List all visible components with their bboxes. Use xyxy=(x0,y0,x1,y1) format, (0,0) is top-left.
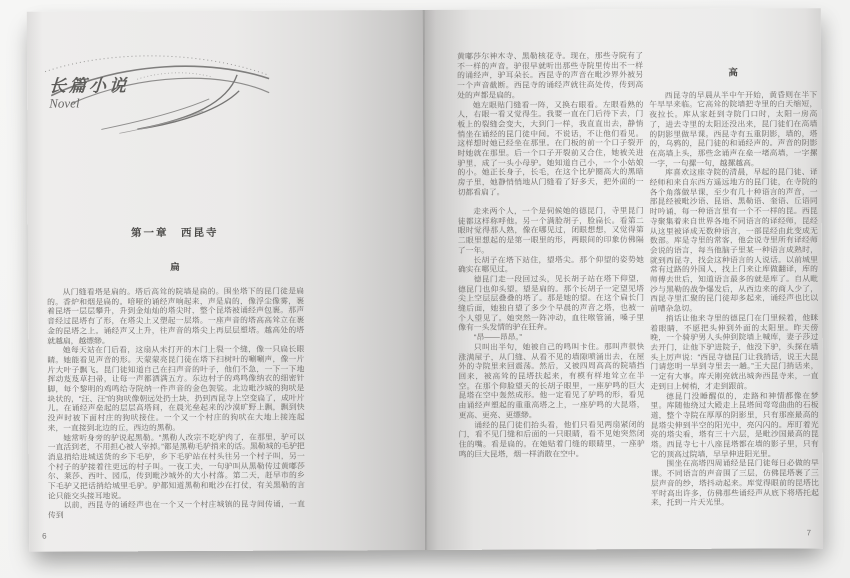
paragraph: 库喜欢这座寺院的清晨，早起的昆门徒、译经师和来自东西方遥远地方的昆门徒，在寺院的各个角落做早课，至少有几十种语言的声音，一部昆经被毗沙语、昆语、黑勒语、奎语、丘语同时吟诵，每一种语言里有一个不一样的昆。西昆寺聚集着来自世界各地不同语言的译经师，昆经从这里被译成无数种语言，一部昆经由此变成无数部。库是寺里的常客，他会说寺里所有译经师会说的语言，每当他脑子里某一种语言成熟时，就到西昆寺，找会这种语言的人说话。以前城里常有过路的外国人，找上门来让库做翻译，库的师傅去世后，知道语言最多的就是库了。自从毗沙与黑勒的战争爆发后，从西边来的商人少了，西昆寺里汇聚的昆门徒却多起来，诵经声也比以前嘈杂急切。 xyxy=(649,167,819,314)
masthead xyxy=(41,45,271,136)
paragraph: 她每天站在门后看，这扇从未打开的木门上裂一个缝，像一只扁长眼睛。她能看见声音的形。天蒙蒙亮昆门徒在塔下扫树叶的唰唰声，像一片片大叶子飘飞。昆门徒知道自己在扫声音的叶子，他们不急，一下一下地挥动芨芨草扫帚，让每一声都洒满五方。东边村子的鸡鸣像纳衣的细密针脚，每个黎明的鸡鸣给寺院纳一件声音的金色袈裟。北边毗沙城的狗吠是块状的，“汪、汪”的狗吠像朝远处扔土块，扔到西昆寺上空变扁了，成叶片儿。在诵经声垒起的层层高塔间，在晨光垒起来的沙漠旷野上飘，飘到快没声时被下面村庄的狗吠接住。一个又一个村庄的狗吠在大地上接连起来，一直接到北边的丘，西边的黑勒。 xyxy=(47,344,305,433)
paragraph: 西昆寺的早晨从半中午开始，黄昏则在半下午早早来临。它高耸的院墙把寺里的白天缩短，夜拉长。库从家赶到寺院门口时，太阳一房高了，进去寺里的太阳还没出来，昆门徒们在高墙的阴影里做早课。西昆寺有五重阴影，墙的，塔的，乌鸦的，昆门徒的和诵经声的。声音的阴影在高墙上头，那些念诵声在垒一堵高墙，一字摞一字，一句摞一句，越摞越高。 xyxy=(649,89,818,168)
paragraph: 长胡子在塔下站住，望塔尖。那个仰望的姿势她确实在哪见过。 xyxy=(457,254,644,275)
paragraph: 她常听身旁的驴说起黑勒。“黑勒人改宗不吃驴肉了，在那里，驴可以一直活到老，不用担心被人宰掉。”都是黑勒毛驴捎来的话。黑勒城的毛驴把消息捎给进城送货的乡下毛驴，乡下毛驴站在村头往另一个村子叫，另一个村子的驴接着往更远的村子叫。一夜工夫，一句驴叫从黑勒传过黄嘟莎尔、莱莎、西叶、园瓜，传到毗沙城外的大小村落。第二天，赶早市的乡下毛驴又把话捎给城里毛驴。驴都知道黑勒和毗沙在打仗，有关黑勒的言论只能交头接耳地说。 xyxy=(47,432,305,501)
chapter-title: 第一章 西昆寺 xyxy=(131,226,219,240)
page-number-right: 7 xyxy=(806,528,812,538)
paragraph: 从门缝看塔是扁的。塔后高耸的院墙是扁的。围坐塔下的昆门徒是扁的。香炉和烟是扁的。喑哑的诵经声响起来，声是扁的，像浮尘像雾，裹着昆塔一层层攀升，升到金灿灿的塔尖时，整个昆塔被诵经声包裹。那声音经过昆塔有了形，在塔尖上又塑起一层塔。一座声音的塔高高耸立在裹金的昆塔之上。诵经声又上升，往声音的塔尖上再层层塑塔。越高处的塔就越扁，越缥缈。 xyxy=(47,286,305,346)
paragraph: 诵经的昆门徒们抬头看，他们只看见两扇紧闭的门，看不见门缝和后面的一只眼睛，看不见她突然闭住的嘴。看是扁的。在她贴着门缝的眼睛里，一座驴鸣的巨大昆塔，烟一样消散在空中。 xyxy=(458,419,645,459)
paragraph: 德昆门走一段回过头，见长胡子站在塔下仰望，德昆门也仰头望。望是扁的。那个长胡子一定望见塔尖上空层层叠叠的塔了。那是她的望。在这个扁长门缝后面，她独自望了多少个早晨的声音之塔，也被一个人望见了。她突然一阵冲动，血往喉管涌，嗓子里像有一头发情的驴在狂奔。 xyxy=(458,274,645,333)
paragraph: 以前，西昆寺的诵经声也在一个又一个村庄城镇的昆寺间传诵，一直传到 xyxy=(48,499,305,520)
paragraph: 走来两个人，一个是伺候她的德昆门，寺里昆门徒都这样称呼他。另一个满脸胡子，脸扁长。看第二眼时觉得那人熟，像在哪见过，闭眼想想，又觉得第二眼里想起的是第一眼里的形，两眼间的印象仿佛隔了一年。 xyxy=(457,206,644,255)
paragraph: 只叫出半句，她被自己的鸣叫卡住。那叫声很快涨满屋子，从门缝、从看不见的墙隙喷涌出去，在屋外的寺院里来回震荡。然后，又被四周高高的院墙挡回来，被高耸的昆塔扶起来，有模有样地耸立在半空。在那个仰脸望天的长胡子眼里，一座驴鸣的巨大昆塔在空中轰然成形。他一定看见了驴鸣的形，看见由诵经声塑起的重重高塔之上，一座驴鸣的大昆塔，更高、更亮、更缥缈。 xyxy=(458,341,645,420)
paragraph: 围坐在高塔四周诵经是昆门徒每日必做的早课。不同语言的声音围了三层，仿佛昆塔裹了三层声音的纱，塔抖动起来。库觉得眼前的昆塔比平时高出许多，仿佛那些诵经声从底下将塔托起来，托到一片天光里。 xyxy=(650,458,819,508)
right-page-column-1 xyxy=(457,51,645,459)
paragraph: 她左眼贴门缝看一阵，又换右眼看。左眼看熟的人，右眼一看又觉得生。我要一直在门后待下去，门板上的裂缝会变大，大到门一样，我直直出去，静悄悄坐在诵经的昆门徒中间。不说话，不让他们看见。这样想时她已经坐在那里。在门板的前一个口子裂开时她就在那里。后一个口子开裂前又合住，她被关进驴里，成了一头小母驴。她知道自己小，一个小姑娘的小。她正长身子，长毛，在这个比驴圈高大的黑暗房子里，她静悄悄地从门缝看了好多天，把外面的一切都看扁了。 xyxy=(457,99,644,197)
section-title-high: 高 xyxy=(728,67,738,79)
left-page xyxy=(27,10,426,552)
paragraph: 捎话让他来寺里的德昆门在门里候着，他眯着眼睛，不愿把头伸到外面的太阳里。昨天傍晚，一个骑驴男人头伸到院墙上喊库，妻子莎过去开门，让他下驴进院子，他没下驴，头探在墙头上厉声说：“西昆寺德昆门让我捎话，说王大昆门请您明一早到寺里去一趟。”王大昆门捎话来，一定有大事。库天刚亮就出城奔西昆寺来，一直走到日上树梢，才走到跟前。 xyxy=(650,313,819,391)
left-page-body xyxy=(47,287,305,521)
masthead-subtitle: Novel xyxy=(49,95,80,111)
paragraph: “昂——昂昂。” xyxy=(473,332,522,342)
right-page-column-2 xyxy=(649,50,819,508)
paragraph: 黄嘟莎尔神木寺、黑勒核花寺。现在，那些寺院有了不一样的声音。驴很早就听出那些寺院里传出不一样的诵经声，驴耳朵长。西昆寺的声音在毗沙界外被另一个声音截断。西昆寺的诵经声就往高处传，传到高处的声都是扁的。 xyxy=(457,51,644,100)
masthead-title: 长篇小说 xyxy=(48,76,130,96)
page-number-left: 6 xyxy=(42,531,47,541)
book-spread xyxy=(27,8,823,551)
section-title-flat: 扁 xyxy=(170,262,180,274)
paragraph: 德昆门没睡醒似的，走路和神情都像在梦里。库随他绕过大殿走上昆塔间弯弯曲曲的石板道，整个寺院在厚厚的阴影里，只有那座最高的昆塔尖伸到半空的阳光中，亮闪闪的。库盯着光亮的塔尖看，塔有三十六层，是毗沙国最高的昆塔。西昆寺七十八座昆塔都在墙的影子里，只有它的顶高过院墙，早早伸进阳光里。 xyxy=(650,390,819,459)
right-page xyxy=(424,8,823,550)
